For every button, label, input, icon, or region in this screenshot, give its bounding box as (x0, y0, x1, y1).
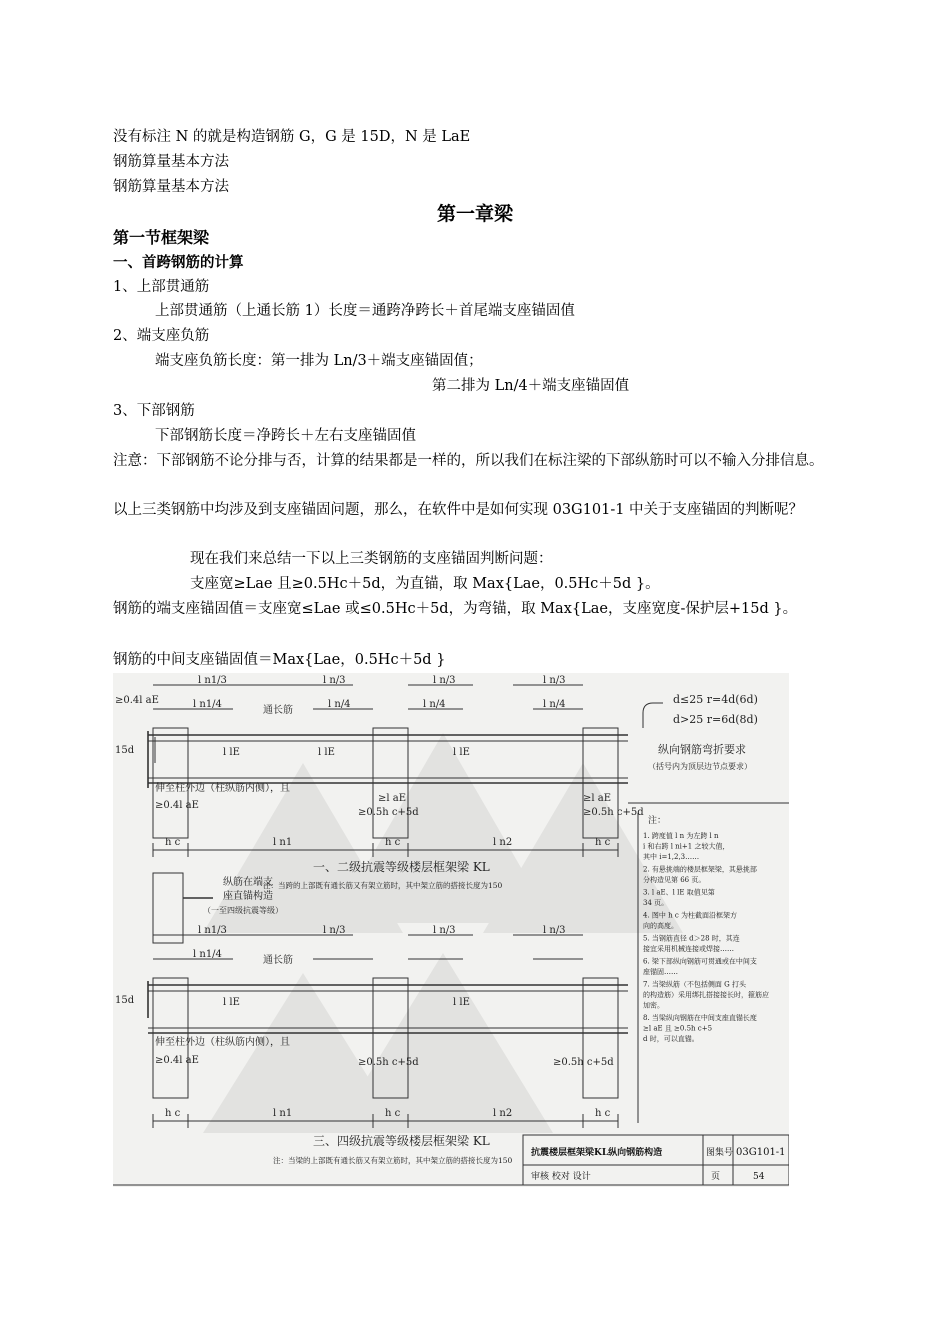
drawing-note-line: i 和右跨 l ni+1 之较大值， (643, 842, 730, 851)
chapter-title: 第一章梁 (436, 203, 513, 225)
label-05hc5d-d: ≥0.5h c+5d (553, 1057, 614, 1068)
label-extend-a: 伸至柱外边（柱纵筋内侧），且 (155, 783, 290, 794)
label-04lae-c: ≥0.4l aE (155, 1055, 199, 1066)
item-1-heading: 1、上部贯通筋 (113, 279, 210, 295)
drawing-note-line: 6. 梁下部纵向钢筋可贯通或在中间支 (643, 957, 757, 966)
drawing-note-line: 8. 当梁纵向钢筋在中间支座直锚长度 (643, 1014, 757, 1022)
titleblock-name: 抗震楼层框架梁KL纵向钢筋构造 (531, 1148, 663, 1158)
intro-line-2: 钢筋算量基本方法 (113, 154, 229, 170)
note-paragraph-2: 以上三类钢筋中均涉及到支座锚固问题，那么，在软件中是如何实现 03G101-1 中关于支座锚固的判断呢？ (113, 502, 804, 518)
titleblock-page: 54 (753, 1172, 765, 1182)
label-tongchang: 通长筋 (263, 705, 293, 716)
drawing-note-line: 加密。 (643, 1001, 664, 1010)
label-lle-d: l lE (223, 997, 240, 1008)
item-3-body: 下部钢筋长度＝净跨长＋左右支座锚固值 (155, 428, 416, 444)
label-ln-4-a: l n/4 (328, 699, 351, 710)
drawing-note-line: d 时，可以直锚。 (643, 1035, 699, 1043)
item-2-body-2: 第二排为 Ln/4＋端支座锚固值 (432, 378, 630, 394)
label-04lae-a: ≥0.4l aE (115, 695, 159, 706)
titleblock-page-label: 页 (711, 1172, 721, 1182)
bend-rule-2: d>25 r=6d(8d) (673, 713, 758, 726)
label-tongchang-2: 通长筋 (263, 955, 293, 966)
summary-line: 现在我们来总结一下以上三类钢筋的支座锚固判断问题： (190, 551, 553, 567)
titleblock-atlas-label: 图集号 (706, 1148, 734, 1158)
drawing-note-line: 2. 有悬挑端的楼层框架梁，其悬挑部 (643, 865, 757, 874)
label-ln-3-d: l n/3 (323, 925, 346, 936)
label-extend-b: 伸至柱外边（柱纵筋内侧），且 (155, 1037, 290, 1048)
label-05hc5d-c: ≥0.5h c+5d (358, 1057, 419, 1068)
drawing-note-line: 3. l aE、l lE 取值见第 (643, 888, 715, 897)
label-anchor-1: 纵筋在端支 (223, 877, 273, 888)
drawing-note-line: 座锚固…… (643, 968, 678, 976)
item-1-body: 上部贯通筋（上通长筋 1）长度＝通跨净跨长＋首尾端支座锚固值 (155, 303, 575, 319)
label-ge-lae-b: ≥l aE (583, 793, 612, 804)
label-ln1-b: l n1 (273, 1108, 293, 1119)
intro-line-3: 钢筋算量基本方法 (113, 179, 229, 195)
label-hc-c: h c (595, 837, 611, 848)
standard-drawing (113, 673, 789, 1187)
caption-1: 一、二级抗震等级楼层框架梁 KL (313, 860, 490, 874)
drawing-note-line: 4. 图中 h c 为柱截面沿框架方 (643, 911, 738, 920)
drawing-note-line: 其中 i=1,2,3…… (643, 853, 700, 861)
label-ln-3-e: l n/3 (433, 925, 456, 936)
titleblock-atlas: 03G101-1 (736, 1147, 786, 1158)
caption-1-note: 注：当跨的上部既有通长筋又有架立筋时，其中架立筋的搭接长度为150 (263, 881, 503, 890)
label-ln-4-c: l n/4 (543, 699, 566, 710)
label-ge-lae-a: ≥l aE (378, 793, 407, 804)
drawing-note-line: 1. 跨度值 l n 为左跨 l n (643, 832, 719, 840)
label-lle-c: l lE (453, 747, 470, 758)
item-3-heading: 3、下部钢筋 (113, 403, 195, 419)
section-title: 第一节框架梁 (113, 228, 210, 247)
drawing-note-line: 分构造见第 66 页。 (643, 876, 706, 884)
label-ln-3-b: l n/3 (433, 675, 456, 686)
item-2-heading: 2、端支座负筋 (113, 328, 210, 344)
bend-title: 纵向钢筋弯折要求 (658, 743, 746, 756)
label-ln1-3: l n1/3 (198, 675, 227, 686)
drawing-note-line: 5. 当钢筋直径 d＞28 时，其连 (643, 934, 740, 943)
intro-line-1: 没有标注 N 的就是构造钢筋 G，G 是 15D，N 是 LaE (113, 129, 471, 145)
label-05hc5d-b: ≥0.5h c+5d (583, 807, 644, 818)
label-05hc5d-a: ≥0.5h c+5d (358, 807, 419, 818)
label-hc-d: h c (165, 1108, 181, 1119)
caption-2-note: 注：当梁的上部既有通长筋又有架立筋时，其中架立筋的搭接长度为150 (273, 1156, 513, 1165)
subsection-title: 一、首跨钢筋的计算 (113, 255, 244, 271)
label-anchor-3: （一至四级抗震等级） (203, 906, 283, 915)
label-15d-b: 15d (115, 995, 135, 1006)
titleblock-row: 审核 校对 设计 (531, 1172, 591, 1182)
drawing-note-line: 接宜采用机械连接或焊接…… (643, 945, 734, 953)
caption-2: 三、四级抗震等级楼层框架梁 KL (313, 1134, 490, 1148)
label-ln1-a: l n1 (273, 837, 293, 848)
label-ln1-3-2: l n1/3 (198, 925, 227, 936)
label-ln1-4: l n1/4 (193, 699, 222, 710)
label-ln-3-a: l n/3 (323, 675, 346, 686)
drawing-note-line: ≥l aE 且 ≥0.5h c+5 (643, 1024, 713, 1033)
label-04lae-b: ≥0.4l aE (155, 800, 199, 811)
drawing-note-line: 向的高度。 (643, 922, 678, 930)
drawing-note-line: 34 页。 (643, 899, 669, 907)
notes-heading: 注： (648, 816, 667, 826)
rule-3: 钢筋的中间支座锚固值＝Max{Lae，0.5Hc＋5d } (113, 652, 446, 668)
bend-rule-1: d≤25 r=4d(6d) (673, 693, 758, 706)
drawing-note-line: 7. 当梁纵筋（不包括侧面 G 打头 (643, 980, 746, 989)
label-hc-e: h c (385, 1108, 401, 1119)
label-ln-4-b: l n/4 (423, 699, 446, 710)
item-2-body: 端支座负筋长度：第一排为 Ln/3＋端支座锚固值； (155, 353, 483, 369)
label-ln-3-f: l n/3 (543, 925, 566, 936)
label-hc-a: h c (165, 837, 181, 848)
label-lle-a: l lE (223, 747, 240, 758)
bend-subtitle: （括号内为顶层边节点要求） (648, 762, 752, 771)
label-ln2-a: l n2 (493, 837, 513, 848)
label-ln1-4-2: l n1/4 (193, 949, 222, 960)
drawing-note-line: 的构造筋）采用绑扎搭接接长时，箍筋应 (643, 991, 769, 999)
label-anchor-2: 座直锚构造 (223, 891, 273, 902)
label-hc-b: h c (385, 837, 401, 848)
label-ln-3-c: l n/3 (543, 675, 566, 686)
rule-1: 支座宽≥Lae 且≥0.5Hc＋5d，为直锚，取 Max{Lae，0.5Hc＋5d }。 (190, 576, 660, 592)
label-hc-f: h c (595, 1108, 611, 1119)
label-lle-b: l lE (318, 747, 335, 758)
label-15d-a: 15d (115, 745, 135, 756)
note-paragraph-1: 注意：下部钢筋不论分排与否，计算的结果都是一样的，所以我们在标注梁的下部纵筋时可以不输入分排信息。 (113, 453, 824, 469)
label-ln2-b: l n2 (493, 1108, 513, 1119)
rule-2: 钢筋的端支座锚固值＝支座宽≤Lae 或≤0.5Hc＋5d，为弯锚，取 Max{Lae，支座宽度-保护层+15d }。 (113, 601, 798, 617)
label-lle-e: l lE (453, 997, 470, 1008)
